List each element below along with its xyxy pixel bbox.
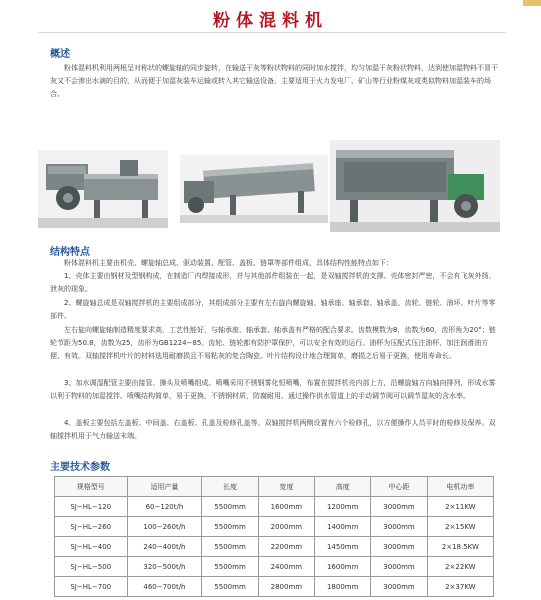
title-divider	[38, 32, 506, 33]
table-cell: 2×37KW	[427, 577, 493, 597]
table-cell: 1600mm	[258, 497, 314, 517]
column-header: 适用产量	[127, 477, 202, 497]
machine-photo-3	[330, 140, 500, 232]
table-cell: 3000mm	[371, 537, 427, 557]
column-header: 规格型号	[55, 477, 128, 497]
page-title: 粉体混料机	[213, 11, 328, 31]
table-cell: 2×11KW	[427, 497, 493, 517]
table-cell: 240−400t/h	[127, 537, 202, 557]
table-cell: 2200mm	[258, 537, 314, 557]
structure-paragraph-intro: 粉体混料机主要由机壳、螺旋轴总成、驱动装置、配管、盖板、链罩等部件组成，具体结构性能特点如下：	[64, 259, 393, 267]
table-cell: 100−260t/h	[127, 517, 202, 537]
column-header: 电机功率	[427, 477, 493, 497]
table-cell: 2000mm	[258, 517, 314, 537]
table-cell: 5500mm	[202, 517, 258, 537]
overview-heading: 概述	[50, 49, 70, 60]
table-cell: 1400mm	[315, 517, 371, 537]
table-cell: SJ−HL−260	[55, 517, 128, 537]
specs-heading: 主要技术参数	[50, 462, 110, 473]
table-cell: 320−500t/h	[127, 557, 202, 577]
overview-text: 粉体混料机利用两根呈对称状的螺旋轴的同步旋转，在输送干灰等粉状物料的同时加水搅拌，均匀加湿干灰粉状物料，达到使加湿物料不冒干灰又不会渗出水滴的目的，从而便于加湿灰装车运输或转入其它输送设备。主要适用于火力发电厂、矿山等行业粉煤灰或类似物料加湿装车的场合。	[50, 64, 498, 98]
table-cell: SJ−HL−700	[55, 577, 128, 597]
table-cell: 460−700t/h	[127, 577, 202, 597]
table-cell: 2800mm	[258, 577, 314, 597]
structure-paragraph-5: 4、盖板主要包括左盖板、中间盖、右盖板、孔盖及检修孔盖等。双轴搅拌机两侧设置有六个检修孔，以方便操作人员平时的检修及保养。双轴搅拌机用于气力输送末端。	[50, 419, 496, 440]
column-header: 长度	[202, 477, 258, 497]
table-cell: 2400mm	[258, 557, 314, 577]
table-row	[55, 517, 494, 537]
table-cell: 2×15KW	[427, 517, 493, 537]
table-cell: 1200mm	[315, 497, 371, 517]
structure-paragraph-4: 3、加水调湿配管主要由接管、操头及喷嘴组成。喷嘴采用不锈钢雾化恒喷嘴，布置在搅拌机壳内部上方，沿螺旋轴方向轴向排列，形成水雾以利于物料的加湿搅拌。喷嘴结构简单，易于更换，不锈钢材质，防腐耐用。通过操作供水管道上的手动调节阀可以调节湿灰的含水率。	[50, 379, 496, 400]
table-cell: 60−120t/h	[127, 497, 202, 517]
table-cell: 3000mm	[371, 517, 427, 537]
table-cell: 1800mm	[315, 577, 371, 597]
table-cell: SJ−HL−500	[55, 557, 128, 577]
machine-photo-1	[38, 150, 168, 228]
table-row	[55, 497, 494, 517]
table-cell: 1450mm	[315, 537, 371, 557]
table-cell: SJ−HL−120	[55, 497, 128, 517]
structure-paragraph-3: 左右旋向螺旋轴制造精度要求高，工艺性能好，与轴承座、轴承套、轴承盖有严格的配合要求。齿数模数为8，齿数为60，齿形角为20°；链轮节距为50.8，齿数为25，齿形为GB1224−85。齿轮、链轮都有防护罩保护，可以安全有效的运行。油杯为压配式压注油杯，加注润滑油方便、有效。双轴搅拌机叶片的材料选用耐磨损且不易粘灰的复合陶瓷。叶片结构设计地合理简单，磨损之后易于更换，使用寿命长。	[50, 326, 496, 360]
spec-table	[54, 476, 494, 597]
column-header: 中心距	[371, 477, 427, 497]
table-cell: 3000mm	[371, 557, 427, 577]
table-cell: SJ−HL−400	[55, 537, 128, 557]
structure-heading: 结构特点	[50, 247, 90, 258]
table-cell: 2×22KW	[427, 557, 493, 577]
table-cell: 2×18.5KW	[427, 537, 493, 557]
table-cell: 3000mm	[371, 577, 427, 597]
table-row	[55, 537, 494, 557]
table-cell: 5500mm	[202, 557, 258, 577]
machine-photo-2	[180, 155, 328, 223]
table-row	[55, 577, 494, 597]
table-cell: 3000mm	[371, 497, 427, 517]
column-header: 宽度	[258, 477, 314, 497]
table-cell: 5500mm	[202, 577, 258, 597]
table-cell: 5500mm	[202, 497, 258, 517]
structure-paragraph-1: 1、壳体主要由钢材及型钢构成，在制造厂内焊接成形，并与其他部件组装在一起，是双轴搅拌机的支撑。壳体密封严密，不会有飞灰外扬、泄灰的现象。	[50, 272, 496, 293]
spec-table-header-row	[55, 477, 494, 497]
table-row	[55, 557, 494, 577]
table-cell: 5500mm	[202, 537, 258, 557]
structure-paragraph-2: 2、螺旋轴总成是双轴搅拌机的主要组成部分，其组成部分主要有左右旋向螺旋轴、轴承座、轴承套、轴承盖、齿轮、链轮、油坏、叶片等零部件。	[50, 299, 496, 320]
column-header: 高度	[315, 477, 371, 497]
table-cell: 1600mm	[315, 557, 371, 577]
